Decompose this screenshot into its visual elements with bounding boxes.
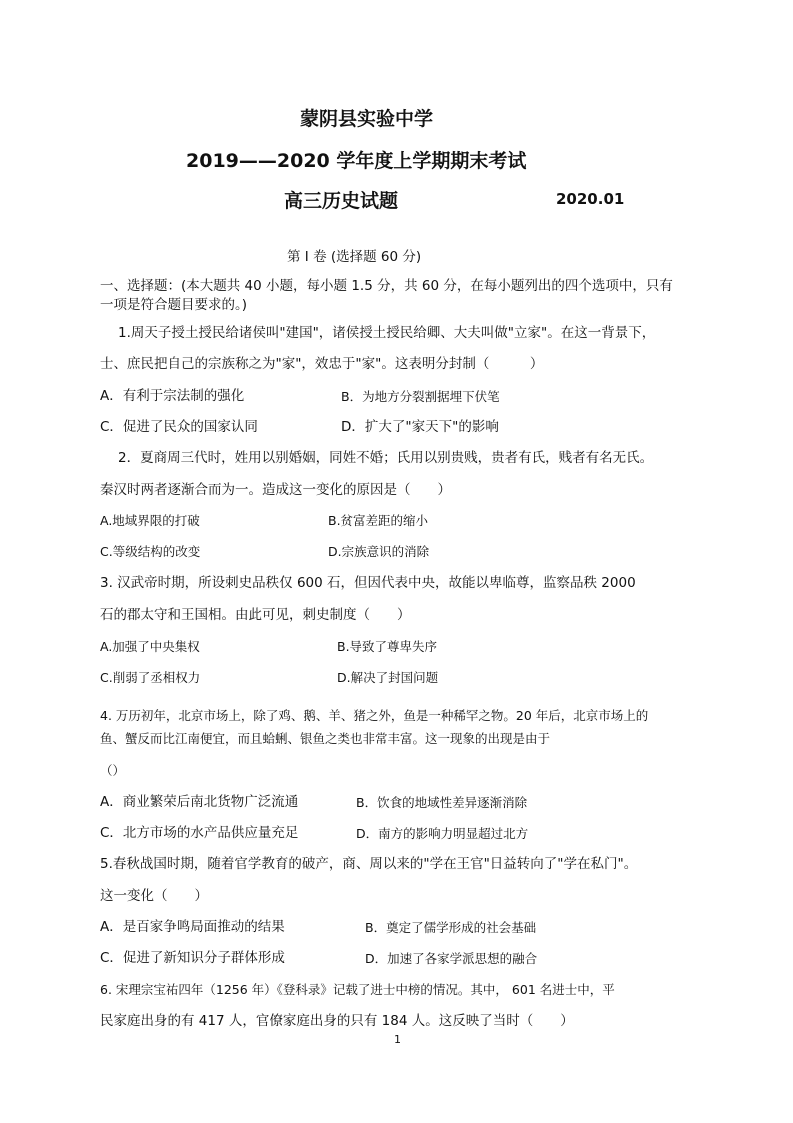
question-3-option-a: A.加强了中央集权 <box>100 639 200 654</box>
question-1-option-c: C．促进了民众的国家认同 <box>100 419 258 435</box>
question-3-line-1: 3. 汉武帝时期，所设刺史品秩仅 600 石，但因代表中央，故能以卑临尊，监察品秩 2000 <box>100 575 636 591</box>
instructions-line-1: 一、选择题：(本大题共 40 小题，每小题 1.5 分，共 60 分，在每小题列出的四个选项中，只有 <box>100 278 673 294</box>
question-4-line-3: （） <box>100 763 126 778</box>
question-2-option-d: D.宗族意识的消除 <box>328 544 430 559</box>
exam-date: 2020.01 <box>556 190 625 208</box>
question-5-option-b: B．奠定了儒学形成的社会基础 <box>365 920 537 935</box>
question-3-line-2: 石的郡太守和王国相。由此可见，刺史制度（ ） <box>100 607 411 623</box>
question-5-line-1: 5.春秋战国时期，随着官学教育的破产，商、周以来的"学在王官"日益转向了"学在私门"。 <box>100 856 638 872</box>
question-5-line-2: 这一变化（ ） <box>100 888 208 904</box>
question-3-option-c: C.削弱了丞相权力 <box>100 670 201 685</box>
question-1-option-b: B．为地方分裂割据埋下伏笔 <box>341 389 500 404</box>
question-2-option-a: A.地域界限的打破 <box>100 513 200 528</box>
subject-title: 高三历史试题 <box>284 190 399 212</box>
page-number: 1 <box>394 1033 401 1046</box>
section-title: 第 I 卷 (选择题 60 分) <box>287 249 422 265</box>
question-1-option-a: A．有利于宗法制的强化 <box>100 388 245 404</box>
question-3-option-b: B.导致了尊卑失序 <box>337 639 438 654</box>
question-4-option-b: B．饮食的地域性差异逐渐消除 <box>356 795 528 810</box>
question-4-option-c: C．北方市场的水产品供应量充足 <box>100 825 299 841</box>
question-5-option-c: C．促进了新知识分子群体形成 <box>100 950 285 966</box>
school-title: 蒙阴县实验中学 <box>300 108 434 130</box>
question-4-line-2: 鱼、蟹反而比江南便宜，而且蛤蜊、银鱼之类也非常丰富。这一现象的出现是由于 <box>100 731 551 746</box>
instructions-line-2: 一项是符合题目要求的。) <box>100 297 248 313</box>
question-1-line-2: 士、庶民把自己的宗族称之为"家"，效忠于"家"。这表明分封制（ ） <box>100 356 544 372</box>
question-4-line-1: 4. 万历初年，北京市场上，除了鸡、鹅、羊、猪之外，鱼是一种稀罕之物。20 年后，北京市场上的 <box>100 708 649 723</box>
question-2-line-1: 2．夏商周三代时，姓用以别婚姻，同姓不婚；氏用以别贵贱，贵者有氏，贱者有名无氏。 <box>118 450 654 466</box>
question-6-line-2: 民家庭出身的有 417 人，官僚家庭出身的只有 184 人。这反映了当时（ ） <box>100 1013 574 1029</box>
question-5-option-d: D．加速了各家学派思想的融合 <box>365 951 538 966</box>
exam-title: 2019——2020 学年度上学期期末考试 <box>186 150 527 172</box>
question-4-option-d: D．南方的影响力明显超过北方 <box>356 826 529 841</box>
question-5-option-a: A．是百家争鸣局面推动的结果 <box>100 919 285 935</box>
question-1-option-d: D．扩大了"家天下"的影响 <box>341 419 499 435</box>
question-4-option-a: A．商业繁荣后南北货物广泛流通 <box>100 794 299 810</box>
question-2-line-2: 秦汉时两者逐渐合而为一。造成这一变化的原因是（ ） <box>100 482 451 498</box>
question-2-option-b: B.贫富差距的缩小 <box>328 513 429 528</box>
question-6-line-1: 6. 宋理宗宝祐四年（1256 年）《登科录》记载了进士中榜的情况。其中， 601 名进士中，平 <box>100 982 615 997</box>
question-1-line-1: 1.周天子授土授民给诸侯叫"建国"，诸侯授土授民给卿、大夫叫做"立家"。在这一背景下， <box>118 325 656 341</box>
question-2-option-c: C.等级结构的改变 <box>100 544 201 559</box>
question-3-option-d: D.解决了封国问题 <box>337 670 439 685</box>
